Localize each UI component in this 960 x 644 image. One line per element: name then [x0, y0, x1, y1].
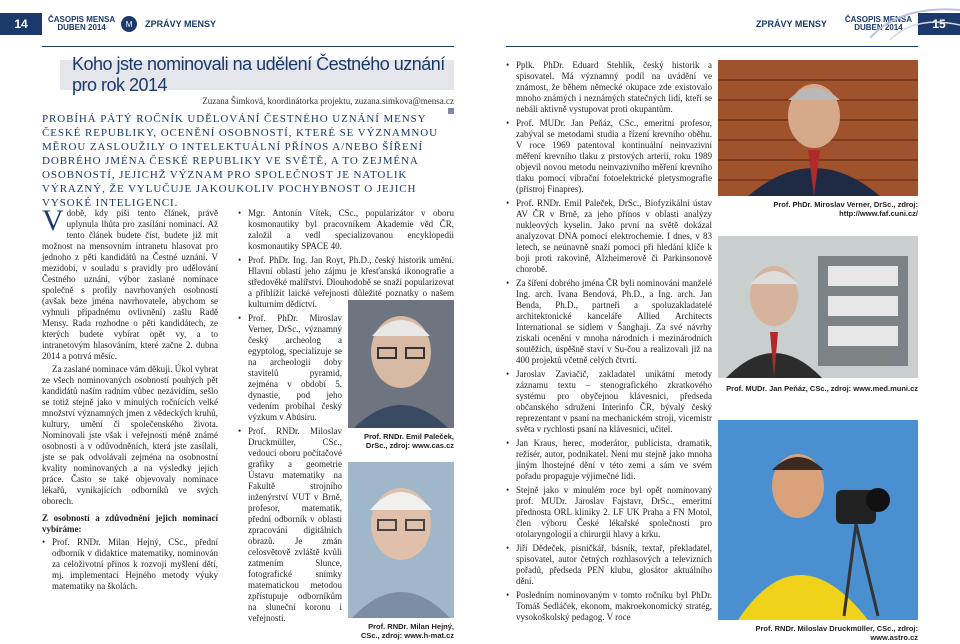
header-rule-right — [506, 46, 918, 47]
column-1 — [42, 204, 218, 595]
byline-text: Zuzana Šimková, koordinátorka projektu, zuzana.simkova@mensa.cz — [202, 96, 454, 106]
caption-penaz: Prof. MUDr. Jan Peňáz, CSc., zdroj: www.med.muni.cz — [726, 384, 918, 393]
list-item: • Posledním nominovaným v tomto ročníku byl PhDr. Tomáš Sedláček, ekonom, makroekonomický stratég, vysokoškolský pedagog. V roce — [506, 590, 712, 623]
photo-penaz — [718, 236, 918, 378]
decorative-swirl-icon — [870, 0, 960, 40]
list-item: • Jan Kraus, herec, moderátor, publicista, dramatik, režisér, autor, podnikatel. Není mu stejně jako mnoha jiným lhostejné dění v této zemi a sám ve svém pořadu propaguje výjimečné lidi. — [506, 438, 712, 482]
list-item: • Jiří Dědeček, písničkář, básník, textař, překladatel, spisovatel, autor četných rozhlasových a televizních pořadů, předseda PEN klubu, glosátor aktuálního dění. — [506, 543, 712, 587]
photo-hejny — [348, 462, 454, 618]
list-item: • Prof. PhDr. Miroslav Verner, DrSc., významný český archeolog a egyptolog, specializuje se na archeologii doby stavitelů pyramid, zejména v období 5. dynastie, pod jeho vedením probíhal český výzkum v Abúsíru. — [238, 313, 342, 423]
list-item: • Prof. RNDr. Emil Paleček, DrSc., Biofyzikální ústav AV ČR v Brně, za jeho přínos v oblasti analýzy nukleových kyselin. Jako první na světě dokázal analyzovat DNA pomocí elektrochemie. I dnes, v 83 letech, se neúnavně snaží pomoci při hledání klíče k boji proti rakovině, Alzheimerově či Parkinsonově chorobě. — [506, 198, 712, 275]
nominee-list-col3 — [506, 60, 712, 623]
paragraph-thanks: Za zaslané nominace vám děkuji. Úkol vybrat ze všech nominovaných osobností pouhých pět kandidátů naším radním vůbec nezávidím, sešlo se totiž stejně jako v minulých ročnících velké množství významných jmen z vědeckých kruhů, kultury, umění či společenského života. Nominovali jste však i veřejnosti méně známé osobnosti a v odůvodněních, která jste zasílali, jste se pak odvolávali zejména na osobnostní kvality nominovaných a na výsledky jejich práce. Často se také objevovaly nominace lékařů, vynikajících odborníků ve svých oborech. — [42, 364, 218, 506]
magazine-label — [48, 16, 115, 32]
magazine-name: ČASOPIS MENSA — [844, 15, 912, 24]
nominee-list-col1 — [42, 537, 218, 592]
magazine-issue: DUBEN 2014 — [854, 23, 903, 32]
list-item: • Pplk. PhDr. Eduard Stehlík, český historik a spisovatel. Má významný podíl na uvádění ve známost, že během německé okupace zde existovalo mnoho známých i neznámých statečných lidí, kteří se nebáli aktivně vystupovat proti okupantům. — [506, 60, 712, 115]
magazine-name: ČASOPIS MENSA — [48, 15, 116, 24]
caption-hejny: Prof. RNDr. Milan Hejný, CSc., zdroj: www.h-mat.cz — [360, 622, 454, 640]
list-item: • Prof. RNDr. Milan Hejný, CSc., přední odborník v didaktice matematiky, nominován za celoživotní přínos k rozvoji myšlení dětí, mj. implementaci Hejného metody výuky matematiky na školách. — [42, 537, 218, 592]
mensa-logo-icon: M — [121, 16, 137, 32]
list-item: • Stejně jako v minulém roce byl opět nominovaný prof. MUDr. Jaroslav Fajstavr, DrSc., emeritní přednosta ORL kliniky 2. LF UK Praha a FN Motol, člen výboru České lékařské společnosti pro otolaryngologii a chirurgii hlavy a krku. — [506, 485, 712, 540]
subheading: Z osobností a zdůvodnění jejich nominací vybíráme: — [42, 513, 218, 534]
page-number: 14 — [0, 13, 42, 35]
caption-druckmuller: Prof. RNDr. Miloslav Druckmüller, CSc., zdroj: www.astro.cz — [755, 624, 918, 642]
caption-palecek: Prof. RNDr. Emil Paleček, DrSc., zdroj: www.cas.cz — [363, 432, 454, 450]
article-title: Koho jste nominovali na udělení Čestného uznání pro rok 2014 — [72, 54, 445, 95]
caption-verner: Prof. PhDr. Miroslav Verner, DrSc., zdroj: http://www.faf.cuni.cz/ — [773, 200, 918, 218]
list-item: • Prof. PhDr. Ing. Jan Royt, Ph.D., český historik umění. Hlavní oblastí jeho zájmu je křesťanská ikonografie a středověké malířství. Dlouhodobě se snaží popularizovat a přiblížit laické veřejnosti důležité poznatky o našem kulturním dědictví. — [238, 255, 454, 310]
list-item: • Prof. RNDr. Miloslav Druckmüller, CSc., vedoucí oboru počítačové grafiky a geometrie Ústavu matematiky na Fakultě strojního inženýrství VUT v Brně, profesor, matematik, přední odborník v oblasti zpracování digitálních obrazů. Je zmán celosvětově zvláště kvůli zatmením Slunce, fotografické snímky matematickou metodou zpřístupuje odborníkům na sluneční koronu i veřejnosti. — [238, 426, 342, 624]
photo-palecek — [348, 300, 454, 428]
section-label: ZPRÁVY MENSY — [756, 19, 827, 29]
section-label: ZPRÁVY MENSY — [145, 19, 216, 29]
column-3 — [506, 60, 712, 626]
photo-verner — [718, 60, 918, 196]
paragraph-intro — [42, 204, 218, 362]
header-rule-left — [42, 46, 454, 47]
article-title-band — [60, 54, 454, 95]
article-lead: PROBÍHÁ PÁTÝ ROČNÍK UDĚLOVÁNÍ ČESTNÉHO UZNÁNÍ MENSY ČESKÉ REPUBLIKY, OCENĚNÍ OSOBNOSTÍ, KTERÉ SE VÝZNAMNOU MĚROU ZASLOUŽILY O INTELEKTUÁLNÍ PŘÍNOS A/NEBO ŠÍŘENÍ DOBRÉHO JMÉNA ČESKÉ REPUBLIKY VE SVĚTĚ, A TO ZEJMÉNA OSOBNOSTÍ, JEJICHŽ VÝZNAM PRO SPOLEČNOST JE NATOLIK VÝRAZNÝ, ŽE VYLUČUJE JAKOUKOLIV POCHYBNOST O JEJICH VYSOKÉ INTELIGENCI. — [42, 113, 438, 209]
paragraph-text: době, kdy píši tento článek, právě uplynula lhůta pro zasílání nominací. Až tento článek budete číst, budete již mít možnost na mensovním intranetu hlasovat pro jednoho z pěti kandidátů na Čestné uznání. V mezidobí, v souladu s pravidly pro udělování Čestného uznání, výbor zaslané nominace společně s profily navrhovaných osobností (avšak beze jména navrhovatele, abychom se vyhnuli případnému ovlivnění) zašlu Radě Mensy. Rada rozhodne o pěti kandidátech, ze kterých budete vybírat opět vy, a to intranetovým hlasováním, které začne 2. dubna 2014 a potrvá měsíc. — [42, 208, 218, 361]
dropcap: V — [42, 204, 64, 237]
list-item: • Prof. MUDr. Jan Peňáz, CSc., emeritní profesor, zabýval se metodami studia a řízení krevního oběhu. V roce 1969 patentoval kontinuální neinvazivní měření krevního tlaku z prstových arterií, roku 1989 objevil novou metodu neinvazivního měření krevního tlaku pomocí vibrační fotoelektrické pletysmografie (přístroj Finapres). — [506, 118, 712, 195]
page-header-left — [0, 0, 480, 48]
photo-druckmuller — [718, 420, 918, 620]
list-item: • Mgr. Antonín Vítek, CSc., popularizátor v oboru kosmonautiky byl pracovníkem Akademie věd ČR, založil a vedl specializovanou encyklopedii kosmonautiky SPACE 40. — [238, 208, 454, 252]
list-item: • Za šíření dobrého jména ČR byli nominováni manželé Ing. arch. Ivana Bendová, Ph.D., a Ing. arch. Jan Benda, Ph.D., partneři a spoluzakladatelé architektonické kanceláře Allied Architects International se sídlem v Šanghaji. Za své návrhy získali ocenění v mnoha národních i mezinárodních soutěžích, úspěšně staví v Su-čou a realizovali již na 400 projektů včetně celých čtvrtí. — [506, 278, 712, 366]
magazine-issue: DUBEN 2014 — [57, 23, 106, 32]
list-item: • Jaroslav Zaviačič, zakladatel unikátní metody záznamu textu – stenografického zkratkového systému pro obyčejnou klávesnici, předseda občanského sdružení Interinfo ČR, bývalý český reprezentant v psaní na mechanickém stroji, vicemistr světa v rychlosti psaní na klávesnici, učitel. — [506, 369, 712, 435]
page-number: 15 — [918, 13, 960, 35]
